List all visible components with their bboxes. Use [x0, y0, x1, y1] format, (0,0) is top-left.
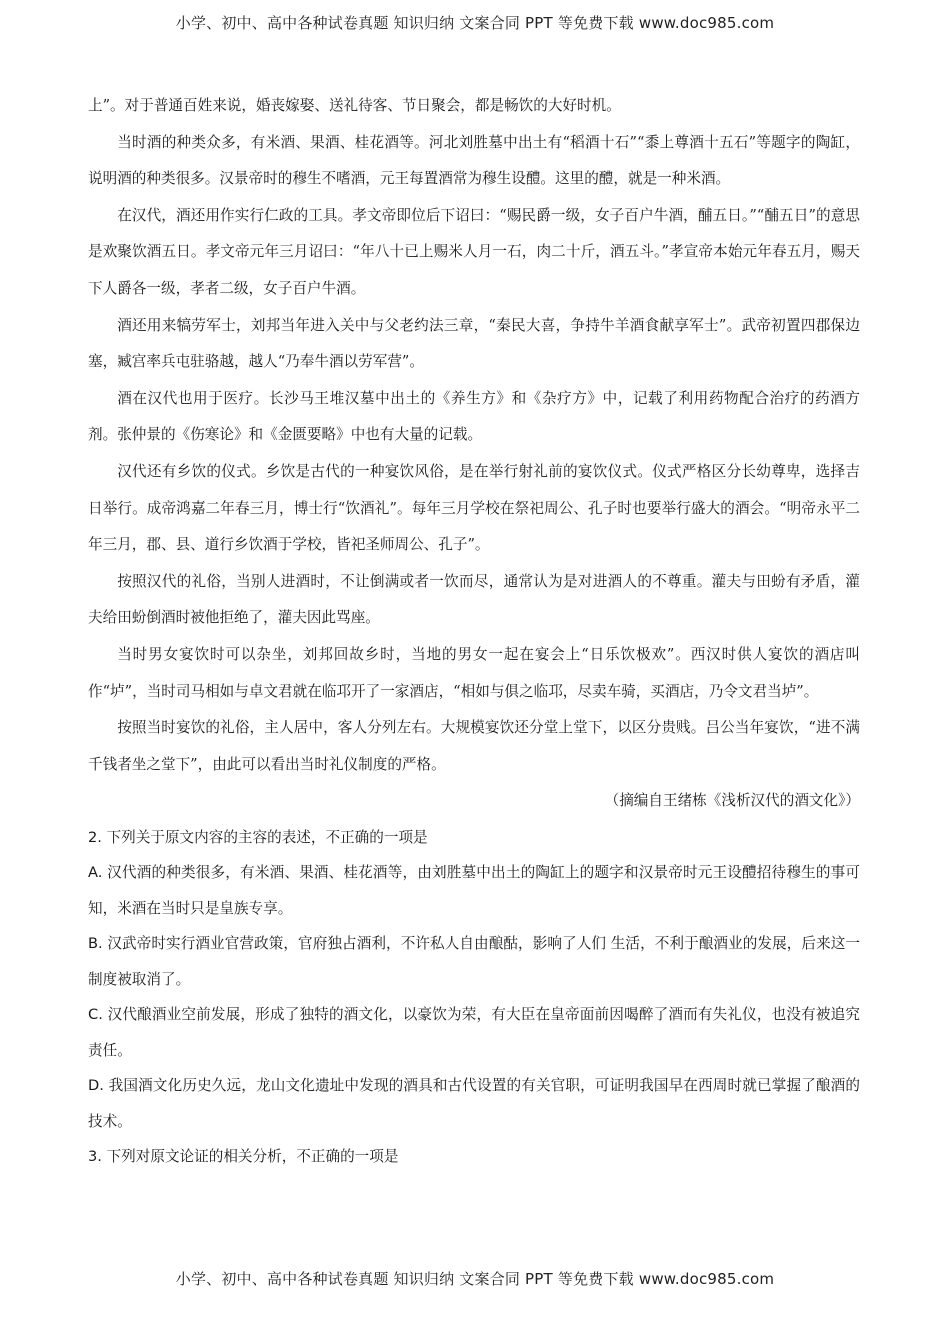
document-body — [88, 88, 860, 1175]
article-paragraph: 按照当时宴饮的礼俗，主人居中，客人分列左右。大规模宴饮还分堂上堂下，以区分贵贱。吕公当年宴饮，“进不满千钱者坐之堂下”，由此可以看出当时礼仪制度的严格。 — [88, 719, 860, 773]
article-paragraph: 当时男女宴饮时可以杂坐，刘邦回故乡时，当地的男女一起在宴会上“日乐饮极欢”。西汉时供人宴饮的酒店叫作“垆”，当时司马相如与卓文君就在临邛开了一家酒店，“相如与俱之临邛，尽卖车骑，买酒店，乃令文君当垆”。 — [88, 645, 860, 700]
question-2-option-c: C. 汉代酿酒业空前发展，形成了独特的酒文化，以豪饮为荣，有大臣在皇帝面前因喝醉了酒而有失礼仪，也没有被追究责任。 — [88, 1006, 860, 1059]
question-2-option-d: D. 我国酒文化历史久远，龙山文化遗址中发现的酒具和古代设置的有关官职，可证明我国早在西周时就已掌握了酿酒的技术。 — [88, 1077, 860, 1130]
article-paragraph: 酒在汉代也用于医疗。长沙马王堆汉墓中出土的《养生方》和《杂疗方》中，记载了利用药物配合治疗的药酒方剂。张仲景的《伤寒论》和《金匮要略》中也有大量的记载。 — [88, 389, 860, 444]
article-paragraph: 当时酒的种类众多，有米酒、果酒、桂花酒等。河北刘胜墓中出土有“稻酒十石”“黍上尊酒十五石”等题字的陶缸，说明酒的种类很多。汉景帝时的穆生不嗜酒，元王每置酒常为穆生设醴。这里的醴，就是一种米酒。 — [88, 133, 860, 188]
page-footer: 小学、初中、高中各种试卷真题 知识归纳 文案合同 PPT 等免费下载 www.doc985.com — [175, 1270, 775, 1288]
article-paragraph: 汉代还有乡饮的仪式。乡饮是古代的一种宴饮风俗，是在举行射礼前的宴饮仪式。仪式严格区分长幼尊卑，选择吉日举行。成帝鸿嘉二年春三月，博士行“饮酒礼”。每年三月学校在祭祀周公、孔子时也要举行盛大的酒会。“明帝永平二年三月，郡、县、道行乡饮酒于学校，皆祀圣师周公、孔子”。 — [88, 462, 860, 554]
article-source: （摘编自王绪栋《浅析汉代的酒文化》） — [604, 792, 860, 810]
article-paragraph: 按照汉代的礼俗，当别人进酒时，不让倒满或者一饮而尽，通常认为是对进酒人的不尊重。灌夫与田蚡有矛盾，灌夫给田蚡倒酒时被他拒绝了，灌夫因此骂座。 — [88, 572, 860, 627]
page-header: 小学、初中、高中各种试卷真题 知识归纳 文案合同 PPT 等免费下载 www.doc985.com — [175, 14, 775, 32]
article-paragraph: 酒还用来犒劳军士，刘邦当年进入关中与父老约法三章，“秦民大喜，争持牛羊酒食献享军士”。武帝初置四郡保边塞，臧宫率兵屯驻骆越，越人“乃奉牛酒以劳军营”。 — [88, 316, 860, 371]
question-2-option-a: A. 汉代酒的种类很多，有米酒、果酒、桂花酒等，由刘胜墓中出土的陶缸上的题字和汉景帝时元王设醴招待穆生的事可知，米酒在当时只是皇族专享。 — [88, 864, 860, 917]
question-2-option-b: B. 汉武帝时实行酒业官营政策，官府独占酒利，不许私人自由酿酤，影响了人们 生活，不利于酿酒业的发展，后来这一制度被取消了。 — [88, 935, 860, 988]
question-2-stem: 2. 下列关于原文内容的主容的表述，不正确的一项是 — [88, 828, 428, 846]
article-paragraph: 在汉代，酒还用作实行仁政的工具。孝文帝即位后下诏曰：“赐民爵一级，女子百户牛酒，酺五日。”“酺五日”的意思是欢聚饮酒五日。孝文帝元年三月诏曰：“年八十已上赐米人月一石，肉二十斤，酒五斗。”孝宣帝本始元年春五月，赐天下人爵各一级，孝者二级，女子百户牛酒。 — [88, 206, 860, 297]
article-paragraph: 上”。对于普通百姓来说，婚丧嫁娶、送礼待客、节日聚会，都是畅饮的大好时机。 — [88, 97, 621, 114]
question-3-stem: 3. 下列对原文论证的相关分析，不正确的一项是 — [88, 1148, 399, 1166]
